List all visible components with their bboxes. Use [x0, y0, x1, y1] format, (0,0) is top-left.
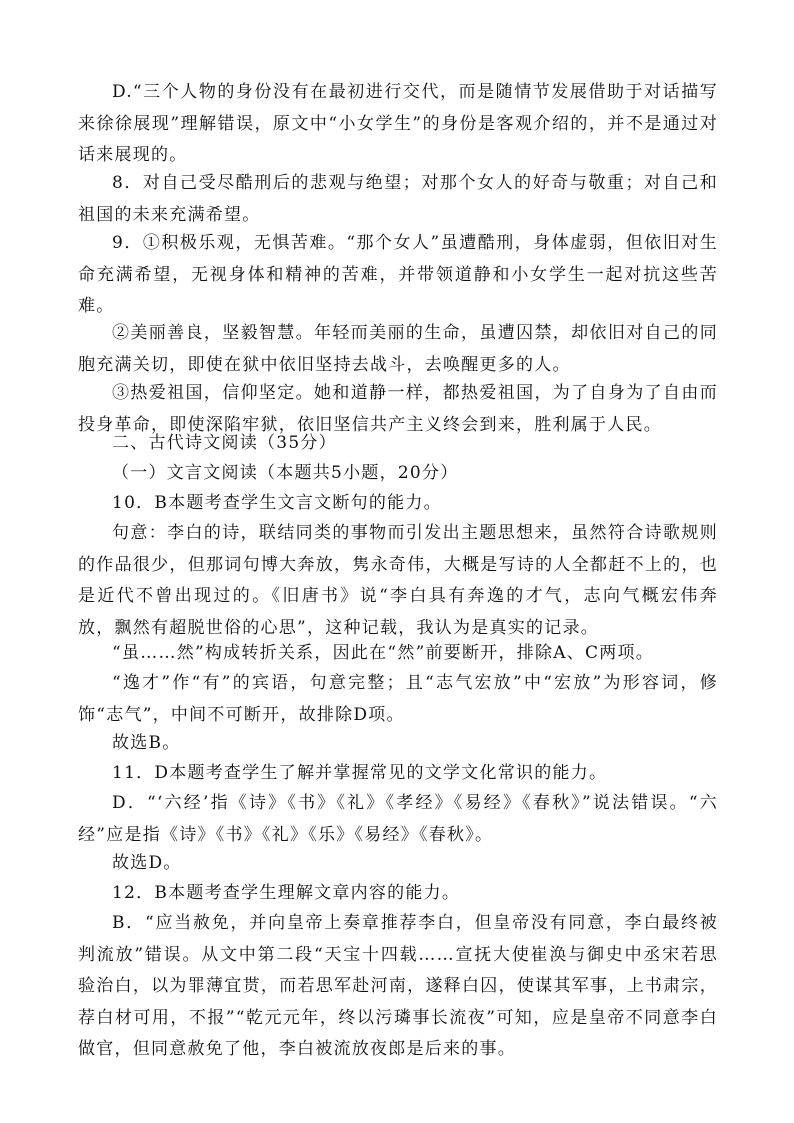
paragraph-answer-12-explanation: B．“应当赦免，并向皇帝上奏章推荐李白，但皇帝没有同意，李白最终被判流放”错误。从文中第二段“天宝十四载……宣抚大使崔涣与御史中丞宋若思验治白，以为罪薄宜贳，而若思军赴河南，遂释白囚，使谋其军事，上书肃宗，荐白材可用，不报”“乾元元年，终以污璘事长流夜”可知，应是皇帝不同意李白做官，但同意赦免了他，李白被流放夜郎是后来的事。	[78, 913, 718, 1059]
paragraph-option-d-explanation: D.“三个人物的身份没有在最初进行交代，而是随情节发展借助于对话描写来徐徐展现”理解错误，原文中“小女学生”的身份是客观介绍的，并不是通过对话来展现的。	[78, 82, 718, 165]
paragraph-analysis-1: “虽……然”构成转折关系，因此在“然”前要断开，排除A、C两项。	[112, 643, 655, 663]
paragraph-answer-9-point-2: ②美丽善良，坚毅智慧。年轻而美丽的生命，虽遭囚禁，却依旧对自己的同胞充满关切，即使在狱中依旧坚持去战斗，去唤醒更多的人。	[78, 323, 718, 375]
subsection-heading-classical-chinese: （一）文言文阅读（本题共5小题，20分）	[112, 463, 459, 483]
paragraph-answer-8: 8．对自己受尽酷刑后的悲观与绝望；对那个女人的好奇与敬重；对自己和祖国的未来充满希望。	[78, 173, 718, 225]
paragraph-answer-12: 12．B本题考查学生理解文章内容的能力。	[112, 883, 461, 903]
paragraph-answer-9-point-3: ③热爱祖国，信仰坚定。她和道静一样，都热爱祖国，为了自身为了自由而投身革命，即使深陷牢狱，依旧坚信共产主义终会到来，胜利属于人民。	[78, 383, 718, 435]
paragraph-answer-10: 10．B本题考查学生文言文断句的能力。	[112, 493, 442, 513]
section-heading-ancient-poetry: 二、古代诗文阅读（35分）	[112, 433, 337, 453]
paragraph-answer-9-point-1: 9．①积极乐观，无惧苦难。“那个女人”虽遭酷刑，身体虚弱，但依旧对生命充满希望，无视身体和精神的苦难，并带领道静和小女学生一起对抗这些苦难。	[78, 233, 718, 316]
paragraph-sentence-meaning: 句意：李白的诗，联结同类的事物而引发出主题思想来，虽然符合诗歌规则的作品很少，但那词句博大奔放，隽永奇伟，大概是写诗的人全都赶不上的，也是近代不曾出现过的。《旧唐书》说“李白具有奔逸的才气，志向气概宏伟奔放，飘然有超脱世俗的心思”，这种记载，我认为是真实的记录。	[78, 523, 718, 638]
paragraph-answer-11-explanation: D．“‘六经’指《诗》《书》《礼》《孝经》《易经》《春秋》”说法错误。“六经”应是指《诗》《书》《礼》《乐》《易经》《春秋》。	[78, 793, 718, 845]
paragraph-analysis-2: “逸才”作“有”的宾语，句意完整；且“志气宏放”中“宏放”为形容词，修饰“志气”，中间不可断开，故排除D项。	[78, 673, 718, 725]
paragraph-answer-11: 11．D本题考查学生了解并掌握常见的文学文化常识的能力。	[112, 763, 608, 783]
paragraph-choose-b: 故选B。	[112, 733, 181, 753]
paragraph-choose-d: 故选D。	[112, 853, 182, 873]
